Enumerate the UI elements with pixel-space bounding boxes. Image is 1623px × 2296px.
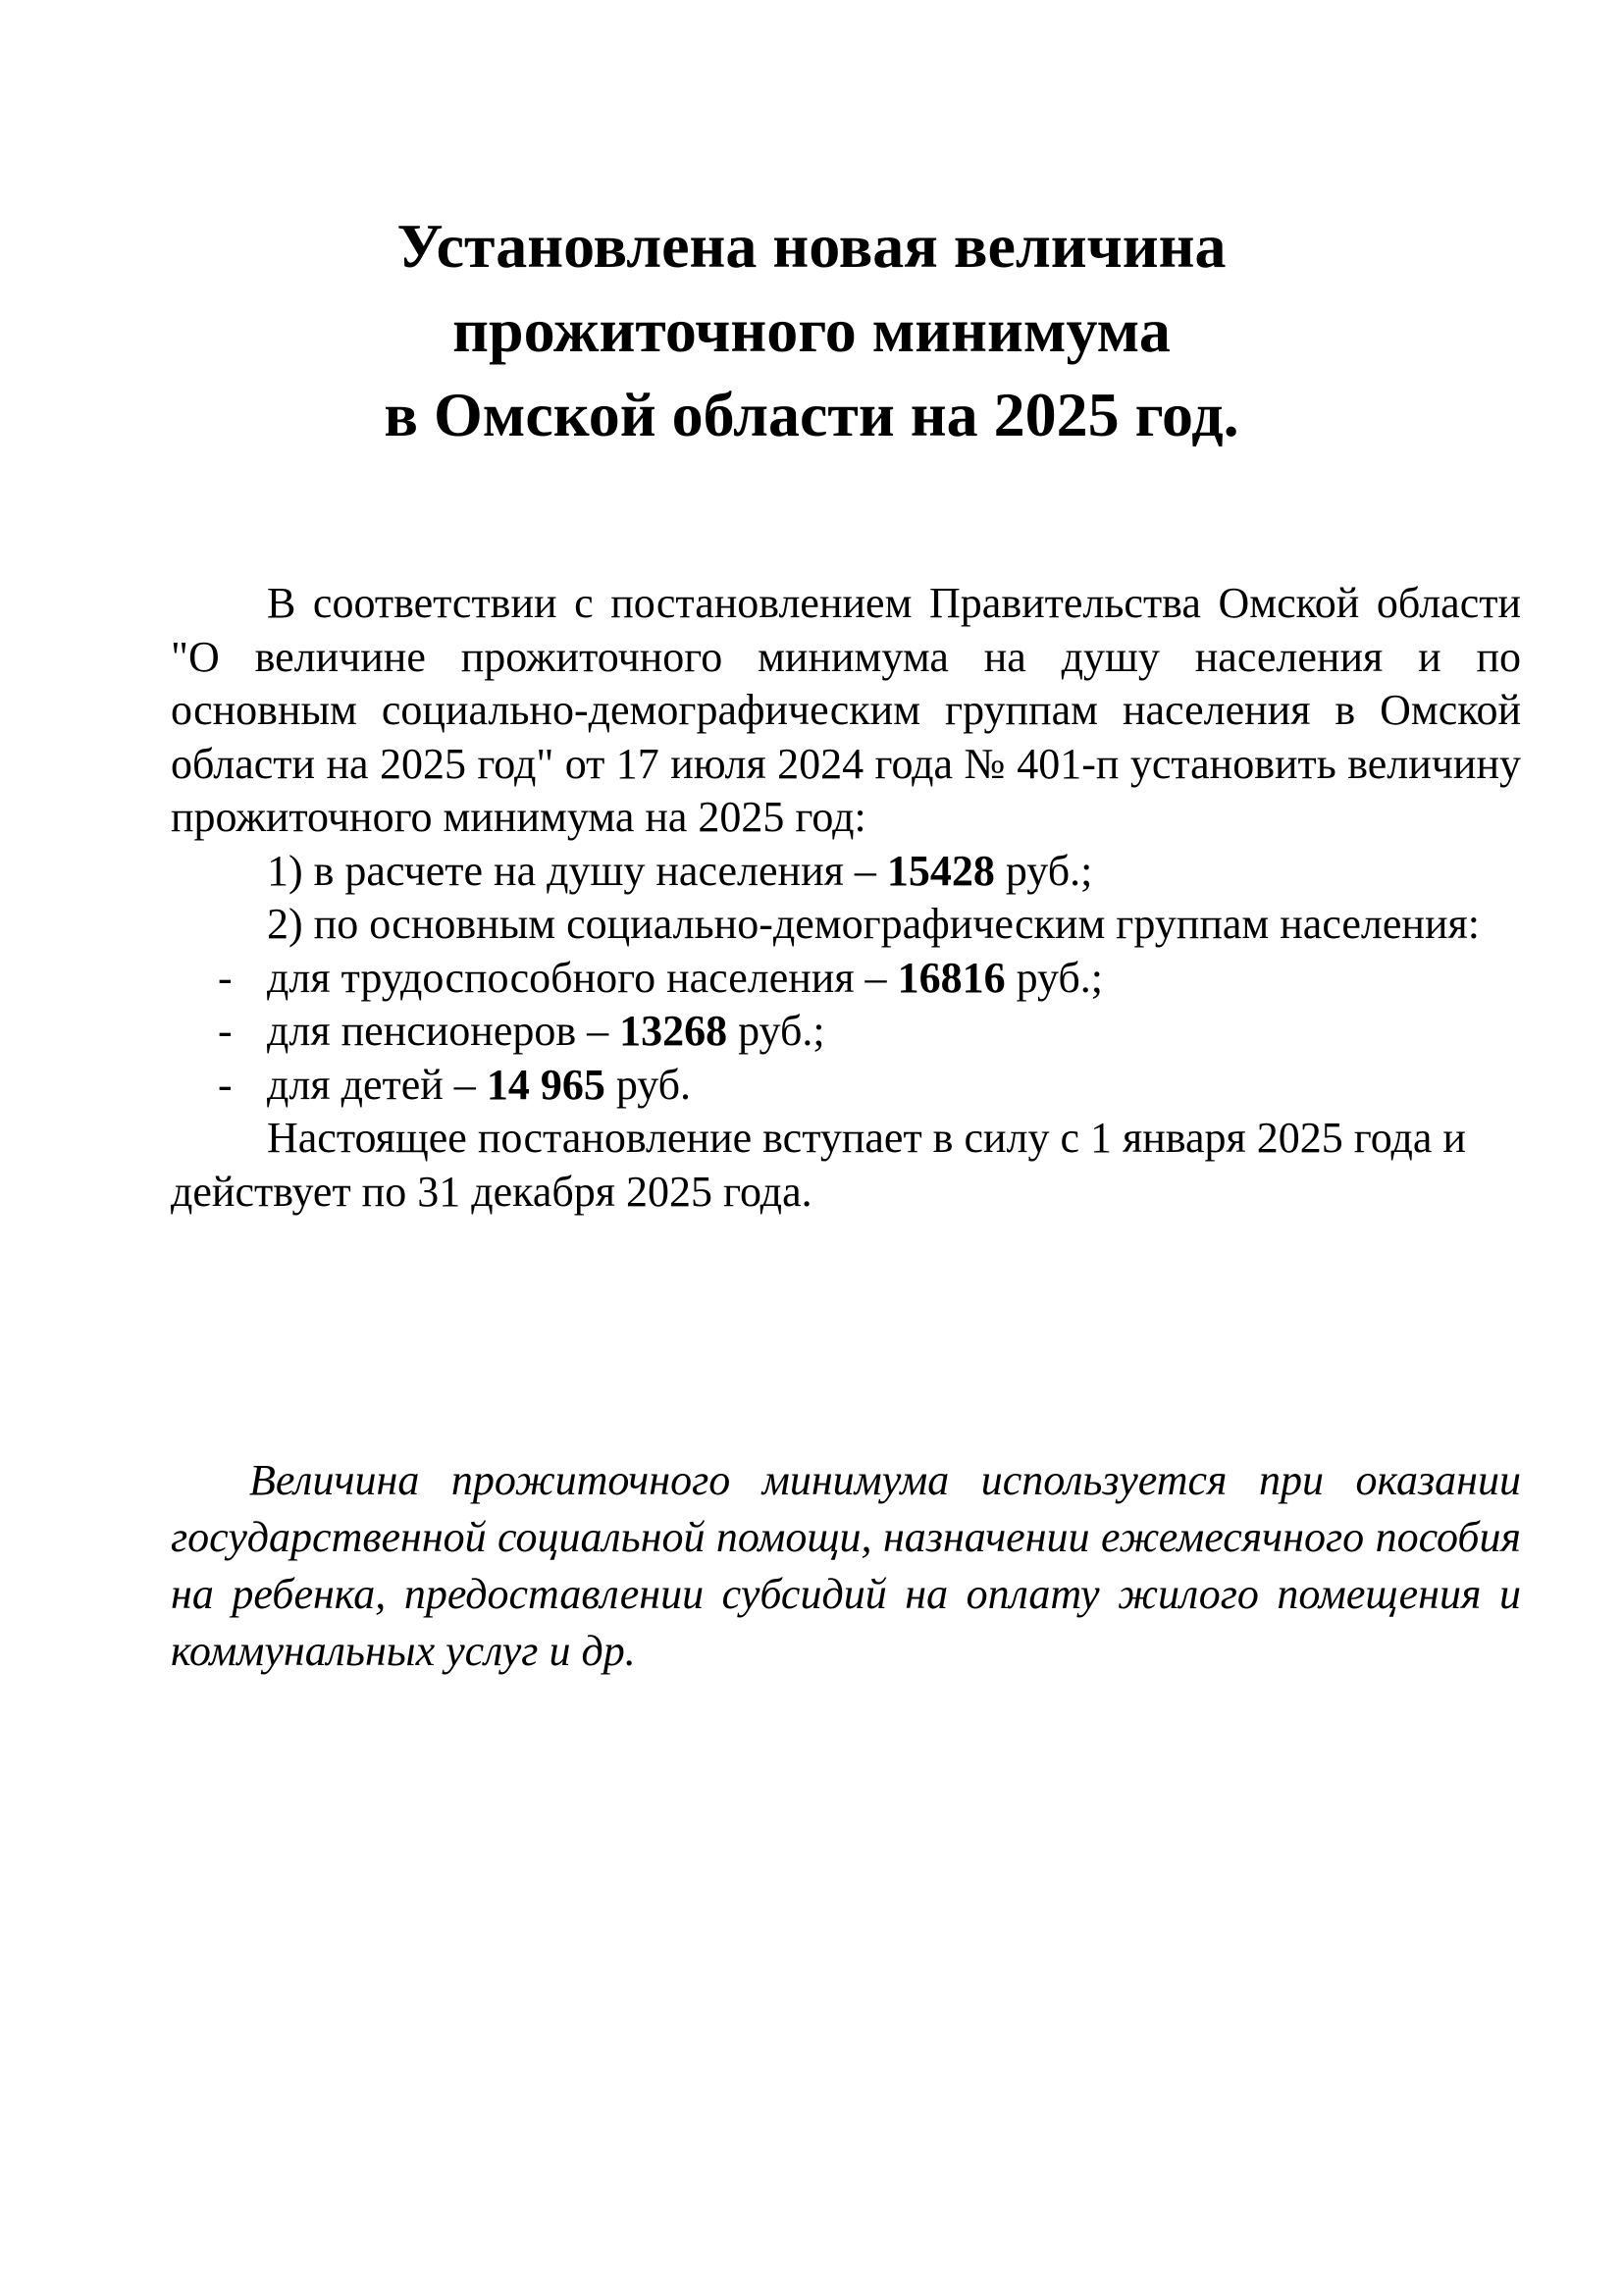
title-line-3: в Омской области на 2025 год.	[384, 380, 1239, 449]
group-item-pensioners-value: 13268	[619, 1007, 728, 1055]
list-dash: -	[218, 1007, 233, 1055]
list-dash: -	[218, 1060, 233, 1109]
note-paragraph: Величина прожиточного минимума используется при оказании государственной социальной помощи, назначении ежемесячного пособия на ребенка, предоставлении субсидий на оплату жилого помещения и коммунальных услуг и др.	[171, 1456, 1521, 1675]
document-body	[171, 577, 1521, 1219]
group-item-children	[171, 1059, 1521, 1113]
group-item-working-age-value: 16816	[897, 953, 1006, 1002]
effective-date-paragraph: Настоящее постановление вступает в силу с 1 января 2025 года и действует по 31 декабря 2025 года.	[171, 1114, 1466, 1216]
item-per-capita-value: 15428	[886, 846, 995, 895]
group-item-children-prefix: для детей –	[267, 1060, 487, 1109]
group-item-children-suffix: руб.	[604, 1060, 692, 1109]
item-per-capita	[171, 845, 1521, 899]
title-line-1: Установлена новая величина	[396, 211, 1227, 281]
group-item-pensioners-prefix: для пенсионеров –	[267, 1007, 620, 1055]
list-dash: -	[218, 953, 233, 1002]
item-groups-heading: 2) по основным социально-демографическим группам населения:	[267, 900, 1480, 948]
group-item-children-value: 14 965	[486, 1060, 605, 1109]
title-line-2: прожиточного минимума	[452, 295, 1171, 365]
group-item-working-age-prefix: для трудоспособного населения –	[267, 953, 898, 1002]
document-title	[0, 204, 1623, 457]
group-item-working-age	[171, 952, 1521, 1006]
group-item-working-age-suffix: руб.;	[1005, 953, 1104, 1002]
item-per-capita-prefix: 1) в расчете на душу населения –	[267, 846, 887, 895]
group-item-pensioners-suffix: руб.;	[727, 1007, 825, 1055]
item-per-capita-suffix: руб.;	[994, 846, 1093, 895]
group-item-pensioners	[171, 1005, 1521, 1059]
intro-paragraph: В соответствии с постановлением Правительства Омской области "О величине прожиточного минимума на душу населения и по основным социально-демографическим группам населения в Омской области на 2025 год" от 17 июля 2024 года № 401-п установить величину прожиточного минимума на 2025 год:	[171, 579, 1521, 841]
